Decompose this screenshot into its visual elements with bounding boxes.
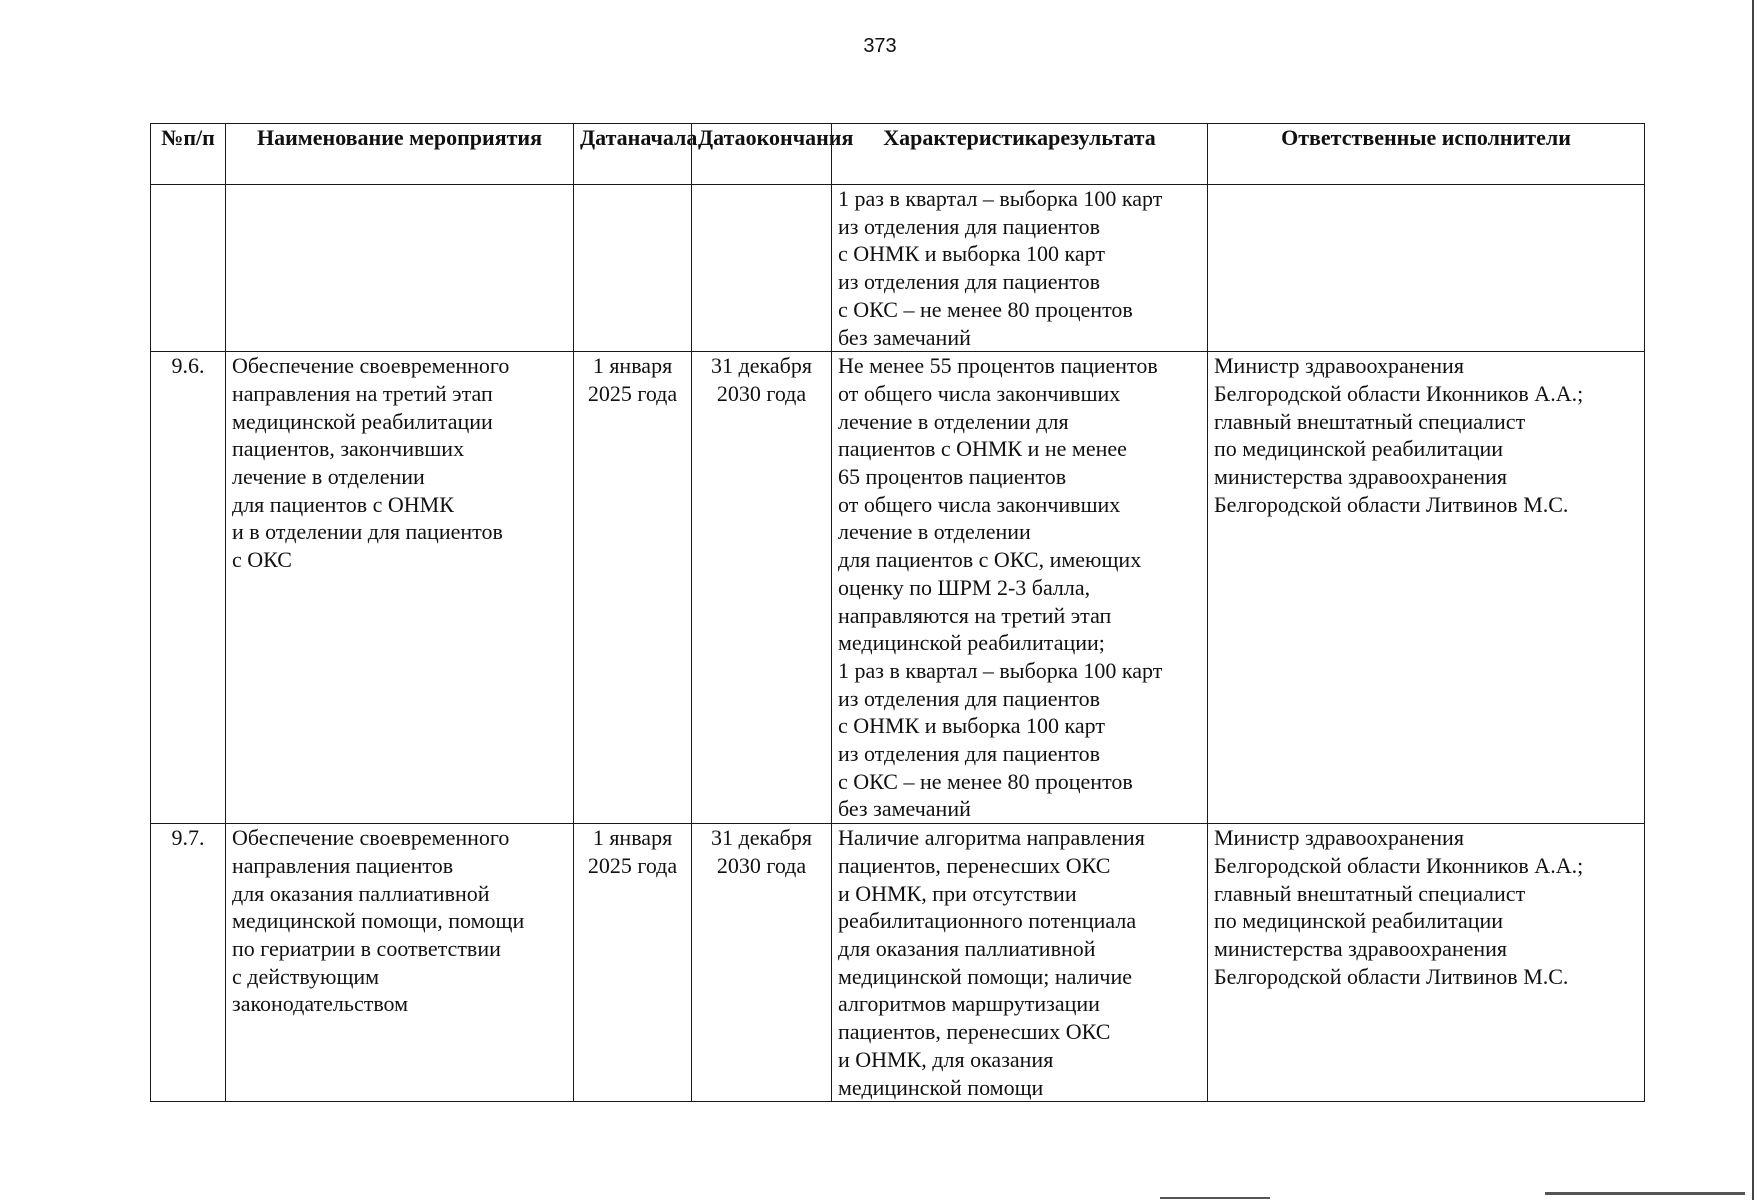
cell-num bbox=[151, 824, 226, 1102]
cell-text-line: медицинской реабилитации; bbox=[838, 630, 1105, 656]
cell-text-line: 31 декабря bbox=[711, 825, 812, 851]
cell-text-line: Обеспечение своевременного bbox=[232, 825, 510, 851]
cell-text-line: из отделения для пациентов bbox=[838, 741, 1100, 767]
cell-name bbox=[226, 185, 574, 352]
cell-text-line: пациентов, перенесших ОКС bbox=[838, 1019, 1111, 1045]
cell-name bbox=[226, 352, 574, 824]
cell-text-line: направления пациентов bbox=[232, 852, 454, 878]
cell-text-line: 1 января bbox=[592, 825, 673, 851]
cell-text-line: с действующим bbox=[232, 963, 380, 989]
cell-text-line: Министр здравоохранения bbox=[1214, 353, 1464, 379]
header-start-date bbox=[574, 124, 698, 185]
cell-text-line: министерства здравоохранения bbox=[1214, 464, 1508, 490]
cell-num bbox=[151, 352, 226, 824]
cell-text-line: 2030 года bbox=[716, 852, 807, 878]
cell-text-line: реабилитационного потенциала bbox=[838, 908, 1137, 934]
cell-text-line: пациентов, перенесших ОКС bbox=[838, 852, 1111, 878]
cell-text-line: 1 раз в квартал – выборка 100 карт bbox=[838, 657, 1163, 683]
table-row bbox=[151, 185, 1645, 352]
cell-text-line: из отделения для пациентов bbox=[838, 685, 1100, 711]
cell-text-line: от общего числа закончивших bbox=[838, 491, 1121, 517]
cell-text-line: с ОКС – не менее 80 процентов bbox=[838, 768, 1133, 794]
cell-text-line: Белгородской области Литвинов М.С. bbox=[1214, 491, 1569, 517]
cell-start-date bbox=[574, 352, 692, 824]
measures-table bbox=[150, 123, 1645, 1102]
cell-text-line: и ОНМК, при отсутствии bbox=[838, 880, 1077, 906]
cell-text-line: для пациентов с ОНМК bbox=[232, 491, 454, 517]
cell-text-line: с ОНМК и выборка 100 карт bbox=[838, 713, 1105, 739]
cell-text-line: и ОНМК, для оказания bbox=[838, 1046, 1054, 1072]
cell-text-line: медицинской реабилитации bbox=[232, 408, 493, 434]
cell-text-line: пациентов с ОНМК и не менее bbox=[838, 436, 1127, 462]
cell-text-line: Белгородской области Иконников А.А.; bbox=[1214, 380, 1584, 406]
cell-responsible bbox=[1208, 824, 1645, 1102]
header-row bbox=[151, 124, 1645, 185]
cell-text-line: с ОКС – не менее 80 процентов bbox=[838, 296, 1133, 322]
cell-start-date bbox=[574, 824, 692, 1102]
cell-text-line: Дата bbox=[580, 125, 628, 150]
scan-edge-line bbox=[1752, 0, 1754, 1200]
cell-result bbox=[832, 824, 1208, 1102]
cell-text-line: 65 процентов пациентов bbox=[838, 464, 1067, 490]
cell-text-line: Белгородской области Иконников А.А.; bbox=[1214, 852, 1584, 878]
cell-text-line: для оказания паллиативной bbox=[838, 935, 1096, 961]
cell-text-line: оценку по ШРМ 2-3 балла, bbox=[838, 574, 1091, 600]
cell-text-line: главный внештатный специалист bbox=[1214, 408, 1526, 434]
cell-text-line: № bbox=[161, 125, 184, 150]
cell-result bbox=[832, 352, 1208, 824]
cell-text-line: 9.6. bbox=[171, 353, 205, 379]
cell-text-line: для оказания паллиативной bbox=[232, 880, 490, 906]
header-result bbox=[832, 124, 1208, 185]
table-row bbox=[151, 352, 1645, 824]
cell-text-line: для пациентов с ОКС, имеющих bbox=[838, 547, 1142, 573]
cell-text-line: результата bbox=[1048, 125, 1156, 150]
cell-end-date bbox=[692, 824, 832, 1102]
page-number: 373 bbox=[863, 35, 897, 57]
cell-text-line: Белгородской области Литвинов М.С. bbox=[1214, 963, 1569, 989]
cell-responsible bbox=[1208, 352, 1645, 824]
cell-result bbox=[832, 185, 1208, 352]
cell-text-line: окончания bbox=[745, 125, 854, 150]
cell-text-line: из отделения для пациентов bbox=[838, 213, 1100, 239]
cell-text-line: алгоритмов маршрутизации bbox=[838, 991, 1100, 1017]
cell-text-line: Характеристика bbox=[883, 125, 1049, 150]
cell-end-date bbox=[692, 352, 832, 824]
header-responsible bbox=[1208, 124, 1645, 185]
cell-text-line: пациентов, закончивших bbox=[232, 436, 465, 462]
cell-text-line: лечение в отделении bbox=[838, 519, 1031, 545]
cell-text-line: медицинской помощи; наличие bbox=[838, 963, 1132, 989]
cell-num bbox=[151, 185, 226, 352]
cell-responsible bbox=[1208, 185, 1645, 352]
cell-name bbox=[226, 824, 574, 1102]
cell-text-line: 1 раз в квартал – выборка 100 карт bbox=[838, 186, 1163, 211]
cell-start-date bbox=[574, 185, 692, 352]
cell-text-line: Наличие алгоритма направления bbox=[838, 825, 1145, 851]
scan-artifact-line bbox=[1545, 1192, 1745, 1195]
cell-text-line: министерства здравоохранения bbox=[1214, 935, 1508, 961]
cell-text-line: без замечаний bbox=[838, 324, 971, 350]
scan-artifact-line bbox=[1160, 1197, 1270, 1199]
table-container bbox=[150, 123, 1644, 1102]
header-name bbox=[226, 124, 574, 185]
header-end-date bbox=[692, 124, 854, 185]
cell-text-line: лечение в отделении для bbox=[838, 408, 1069, 434]
cell-text-line: медицинской помощи, помощи bbox=[232, 908, 525, 934]
cell-text-line: 31 декабря bbox=[711, 353, 812, 379]
cell-text-line: направляются на третий этап bbox=[838, 602, 1112, 628]
cell-text-line: с ОКС bbox=[232, 547, 292, 573]
header-num bbox=[151, 124, 226, 185]
cell-text-line: 2025 года bbox=[587, 852, 678, 878]
cell-text-line: и в отделении для пациентов bbox=[232, 519, 503, 545]
cell-text-line: по медицинской реабилитации bbox=[1214, 908, 1504, 934]
cell-text-line: Ответственные исполнители bbox=[1281, 125, 1571, 150]
cell-text-line: Не менее 55 процентов пациентов bbox=[838, 353, 1158, 379]
cell-text-line: без замечаний bbox=[838, 796, 971, 822]
cell-text-line: по медицинской реабилитации bbox=[1214, 436, 1504, 462]
cell-text-line: начала bbox=[627, 125, 698, 150]
cell-text-line: направления на третий этап bbox=[232, 380, 493, 406]
cell-text-line: 1 января bbox=[592, 353, 673, 379]
cell-text-line: главный внештатный специалист bbox=[1214, 880, 1526, 906]
cell-text-line: медицинской помощи bbox=[838, 1074, 1044, 1100]
cell-text-line: лечение в отделении bbox=[232, 464, 425, 490]
cell-text-line: из отделения для пациентов bbox=[838, 269, 1100, 295]
cell-text-line: законодательством bbox=[232, 991, 409, 1017]
cell-text-line: 2030 года bbox=[716, 380, 807, 406]
cell-text-line: п/п bbox=[183, 125, 215, 150]
cell-text-line: 9.7. bbox=[171, 825, 205, 851]
cell-text-line: по гериатрии в соответствии bbox=[232, 935, 501, 961]
cell-text-line: Министр здравоохранения bbox=[1214, 825, 1464, 851]
cell-text-line: от общего числа закончивших bbox=[838, 380, 1121, 406]
cell-text-line: с ОНМК и выборка 100 карт bbox=[838, 241, 1105, 267]
table-row bbox=[151, 824, 1645, 1102]
cell-end-date bbox=[692, 185, 832, 352]
cell-text-line: Наименование мероприятия bbox=[256, 125, 543, 150]
cell-text-line: Дата bbox=[698, 125, 746, 150]
cell-text-line: 2025 года bbox=[587, 380, 678, 406]
cell-text-line: Обеспечение своевременного bbox=[232, 353, 510, 379]
